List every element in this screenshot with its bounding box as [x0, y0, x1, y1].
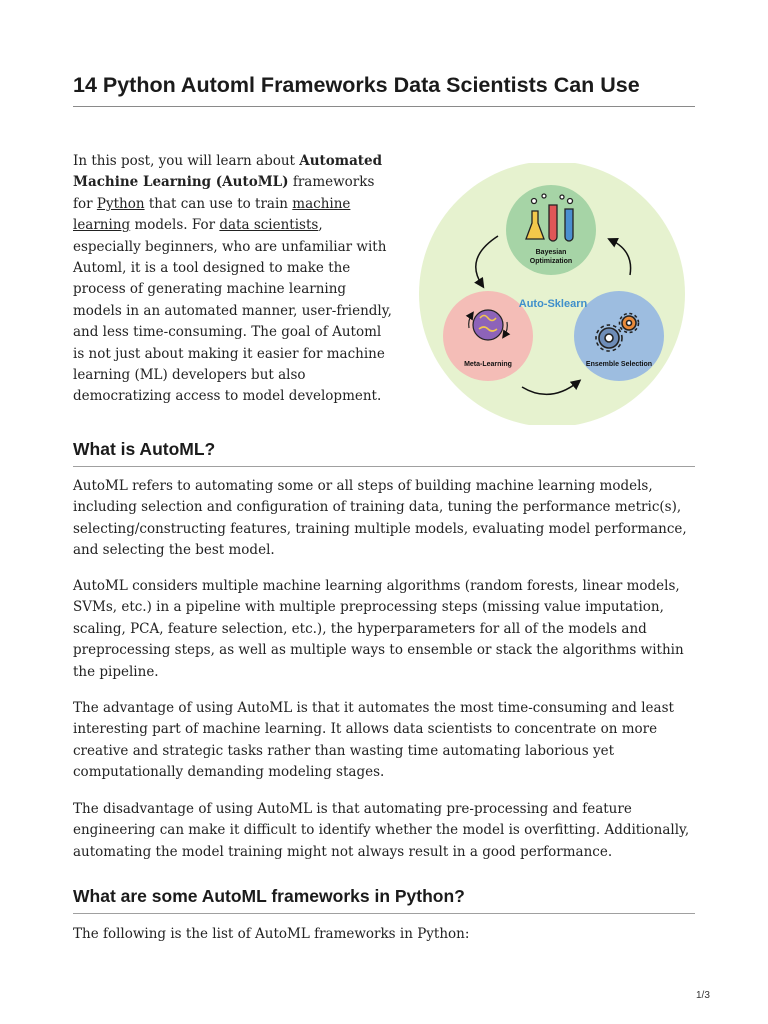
section-heading-what-is-automl: What is AutoML?: [73, 437, 695, 467]
page-title: 14 Python Automl Frameworks Data Scientists Can Use: [73, 70, 695, 107]
intro-text-1: In this post, you will learn about: [73, 153, 300, 169]
intro-bold-automl: Automated Machine Learning (AutoML): [73, 153, 383, 191]
paragraph-automl-algorithms: AutoML considers multiple machine learning algorithms (random forests, linear models, SVMs, etc.) in a pipeline with multiple preprocessing steps (missing value imputation, scaling, PCA, feature selection, etc.), the hyperparameters for all of the models and preprocessing steps, as well as multiple ways to ensemble or stack the algorithms within the pipeline.: [73, 578, 684, 680]
bayesian-label-line1: Bayesian: [535, 249, 567, 256]
paragraph-automl-disadvantage: The disadvantage of using AutoML is that automating pre-processing and feature engineering can make it difficult to identify whether the model is overfitting. Additionally, automating the model training might not always result in a good performance.: [73, 801, 690, 860]
section-heading-automl-frameworks: What are some AutoML frameworks in Python?: [73, 884, 695, 914]
auto-sklearn-label: Auto-Sklearn: [518, 298, 588, 310]
paragraph-automl-definition: AutoML refers to automating some or all steps of building machine learning models, including selection and configuration of training data, tuning the performance metric(s), selecting/constructing features, training multiple models, evaluating model performance, and selecting the best model.: [73, 478, 687, 559]
intro-text-2: frameworks for: [73, 174, 375, 212]
paragraph-frameworks-list-intro: The following is the list of AutoML frameworks in Python:: [73, 926, 470, 942]
intro-paragraph: [73, 151, 393, 408]
machine-learning-link[interactable]: machine learning: [73, 195, 351, 234]
python-link[interactable]: Python: [96, 195, 145, 212]
meta-learning-label: Meta-Learning: [464, 361, 512, 368]
intro-text-5: , especially beginners, who are unfamiliar with Automl, it is a tool designed to make the process of generating machine learning models in an automated manner, user-friendly, and less time-consuming. The goal of Automl is not just about making it easier for machine learning (ML) developers but also democratizing access to model development.: [73, 217, 392, 405]
data-scientists-link[interactable]: data scientists: [219, 217, 319, 234]
intro-text-4: models. For: [130, 217, 220, 234]
bayesian-label-line2: Optimization: [529, 258, 573, 265]
page-number: 1/3: [696, 990, 710, 1001]
intro-text-3: that can use to train: [144, 195, 293, 212]
auto-sklearn-diagram: [412, 163, 692, 425]
paragraph-automl-advantage: The advantage of using AutoML is that it automates the most time-consuming and least interesting part of machine learning. It allows data scientists to concentrate on more creative and strategic tasks rather than wasting time automating laborious yet computationally demanding modeling stages.: [73, 700, 674, 781]
auto-sklearn-svg: [412, 163, 692, 425]
ensemble-selection-label: Ensemble Selection: [585, 361, 653, 368]
